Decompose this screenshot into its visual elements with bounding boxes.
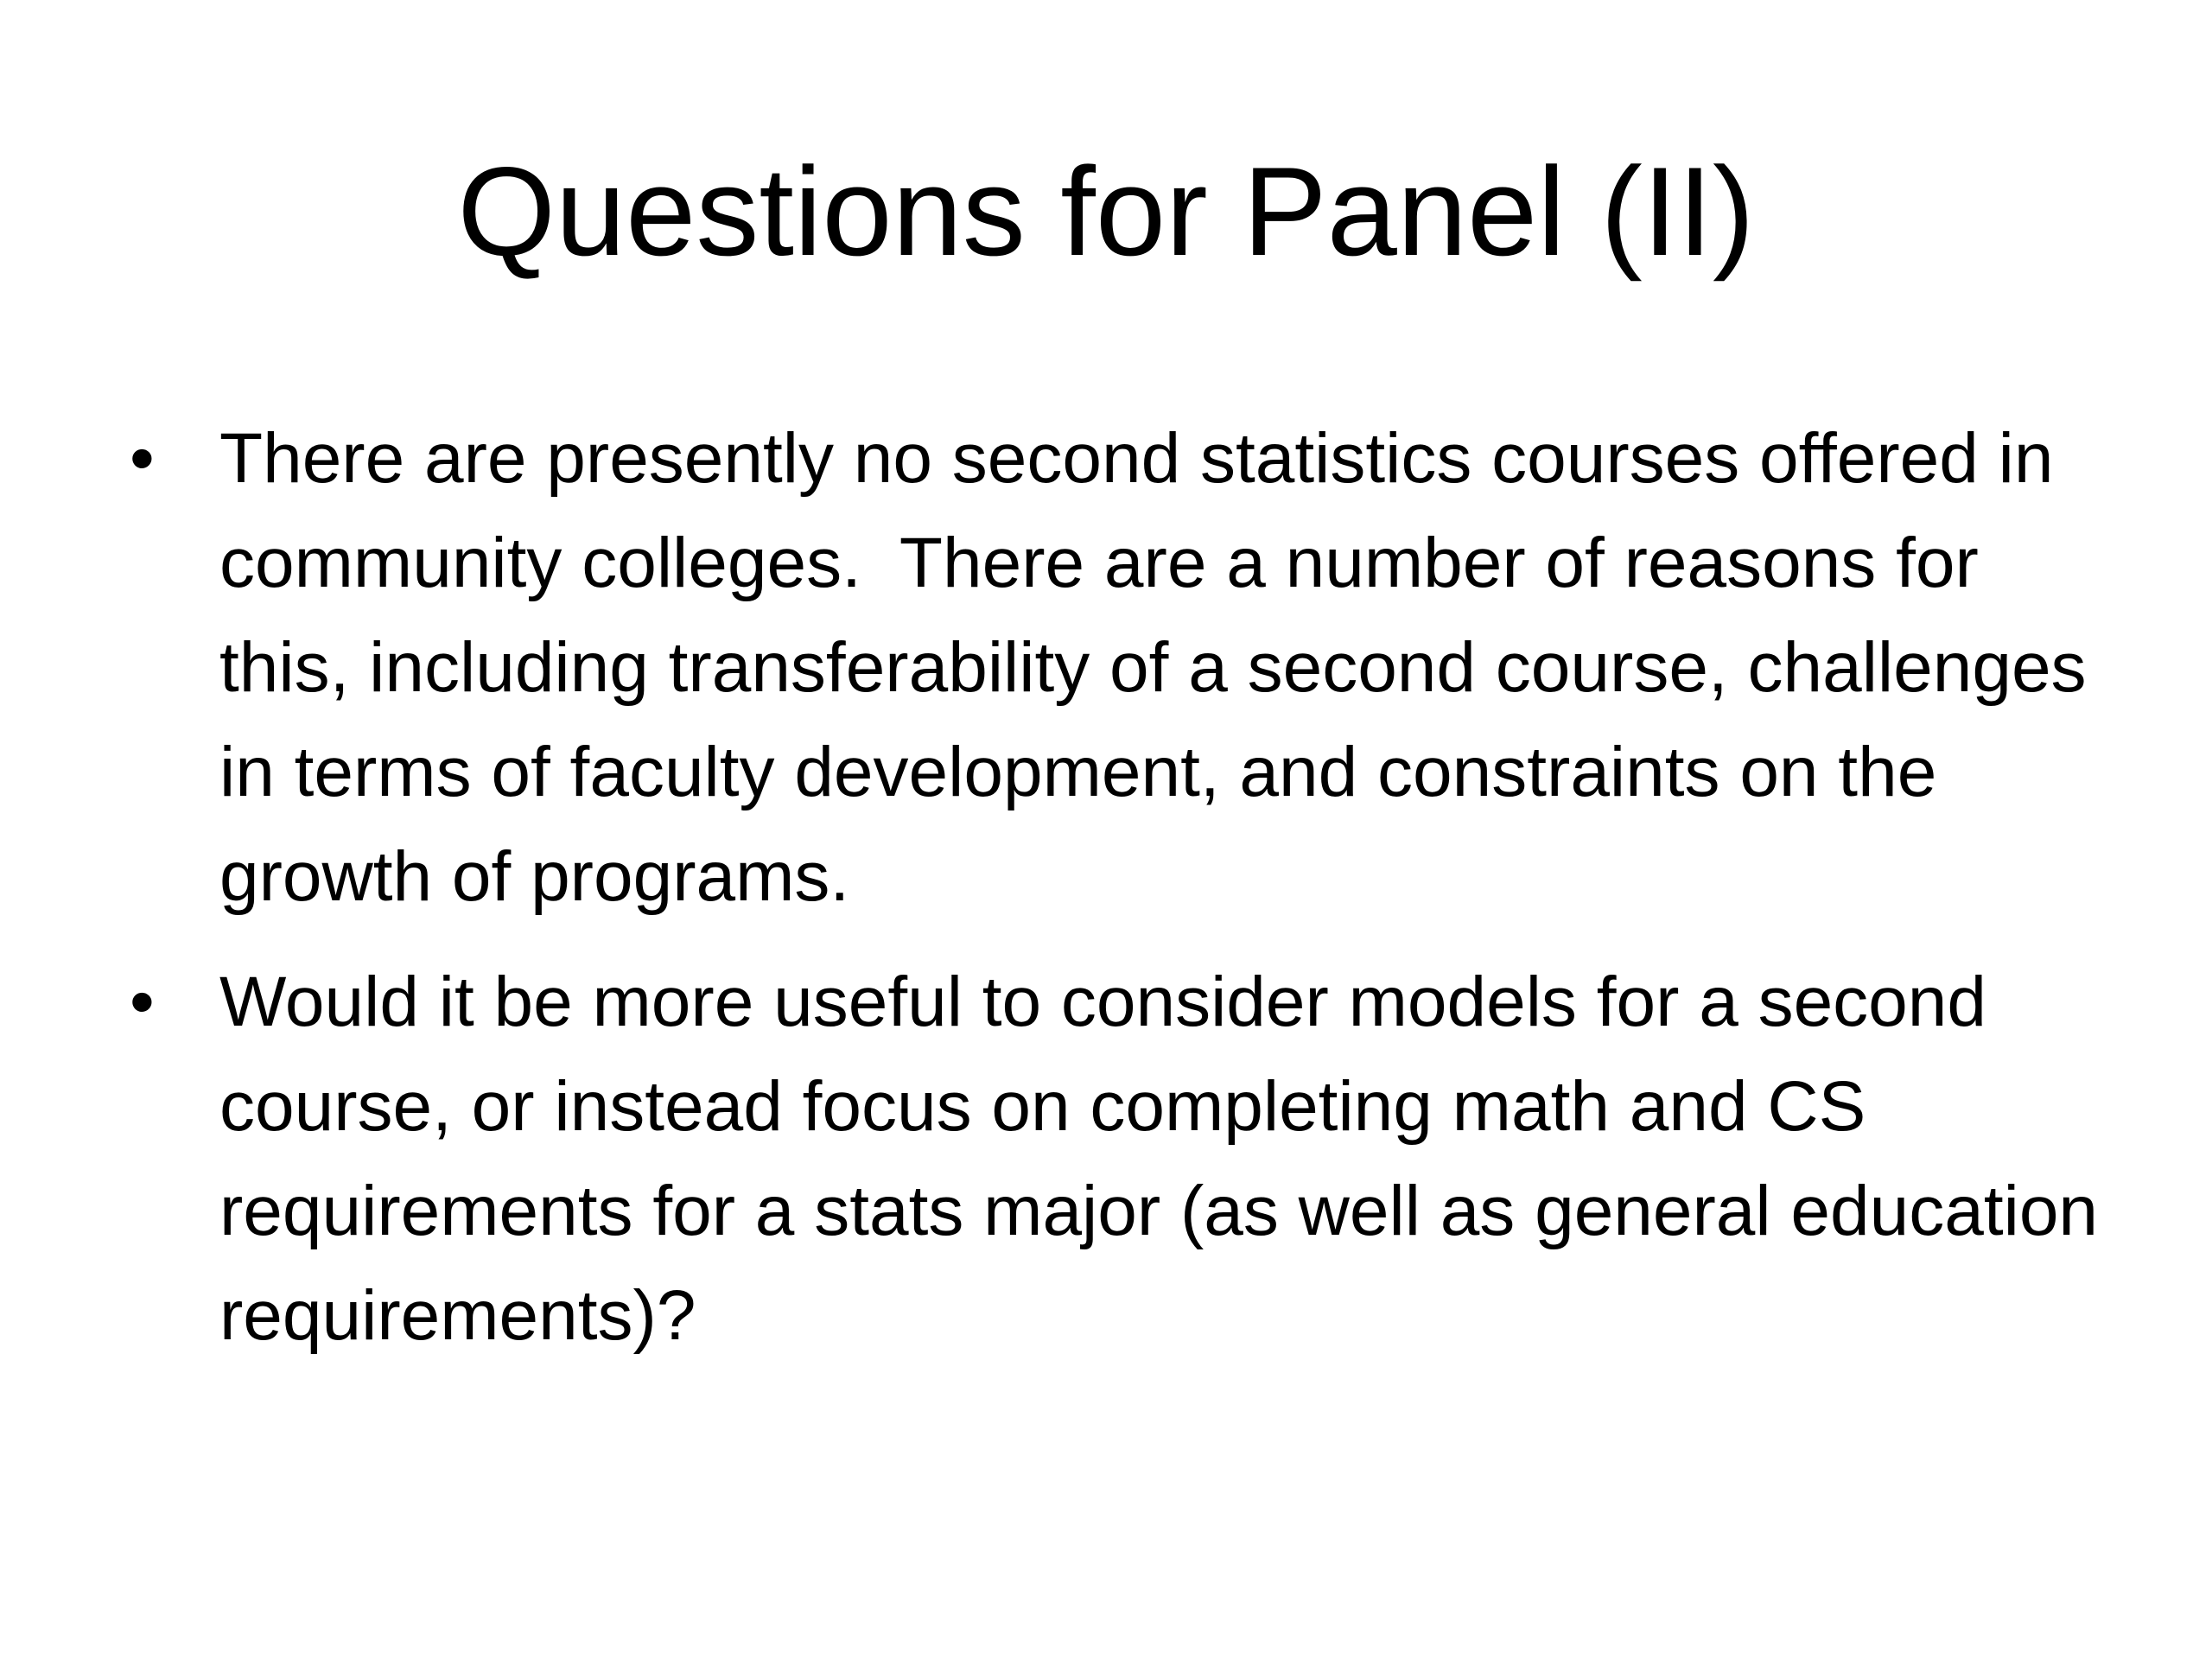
bullet-dot-icon: • [130, 963, 155, 1041]
bullet-list [130, 406, 2108, 1389]
bullet-dot-icon: • [130, 419, 155, 498]
slide-title: Questions for Panel (II) [457, 141, 1755, 282]
bullet-item [130, 406, 2108, 929]
bullet-item [130, 950, 2108, 1368]
bullet-text: There are presently no second statistics courses offered in community colleges. There are a number of reasons for this, including transferability of a second course, challenges in terms of faculty development, and constraints on the growth of programs. [219, 419, 2107, 916]
bullet-text: Would it be more useful to consider models for a second course, or instead focus on completing math and CS requirements for a stats major (as well as general education requirements)? [219, 963, 2099, 1355]
